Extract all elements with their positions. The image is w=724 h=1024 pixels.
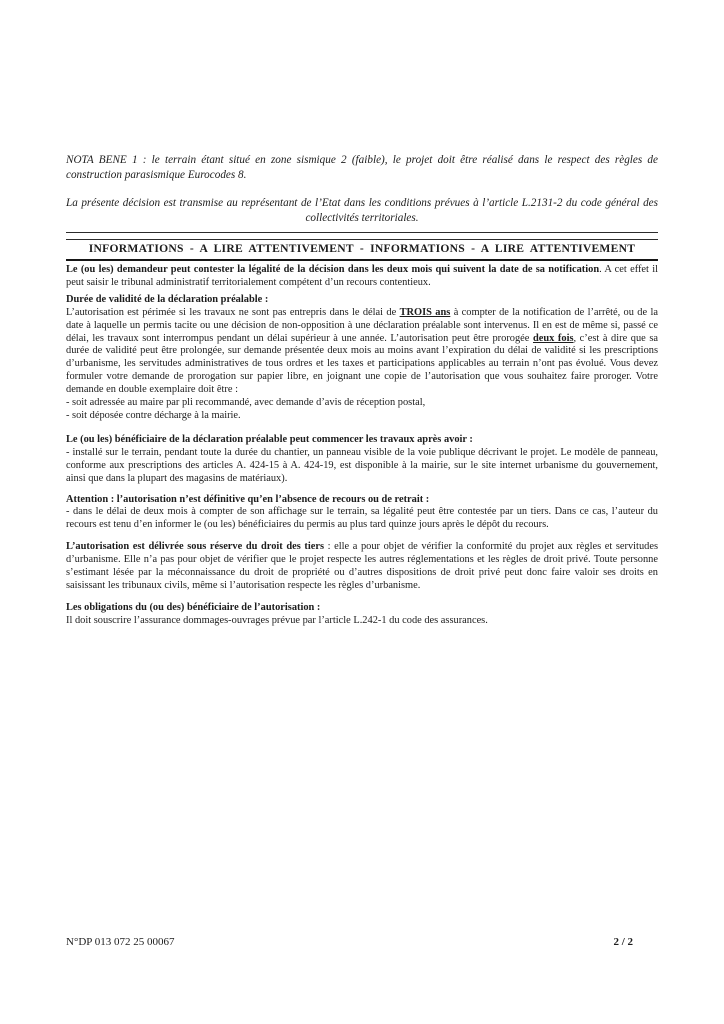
attention-heading: Attention : l’autorisation n’est définitive qu’en l’absence de recours ou de retrait : — [66, 493, 430, 505]
obligations-heading: Les obligations du (ou des) bénéficiaire de l’autorisation : — [66, 601, 321, 613]
section-obligations — [66, 602, 658, 628]
third-party-paragraph — [66, 541, 658, 593]
section-validity-duration — [66, 294, 658, 423]
validity-heading: Durée de validité de la déclaration préalable : — [66, 293, 269, 305]
beneficiary-heading: Le (ou les) bénéficiaire de la déclaration préalable peut commencer les travaux après avoir : — [66, 433, 473, 445]
nota-bene-note: NOTA BENE 1 : le terrain étant situé en zone sismique 2 (faible), le projet doit être réalisé dans le respect des règles de construction parasismique Eurocodes 8. — [66, 154, 658, 181]
contest-lead: Le (ou les) demandeur peut contester la légalité de la décision dans les deux mois qui suivent la date de sa notification — [66, 264, 600, 275]
informations-banner-text: INFORMATIONS - A LIRE ATTENTIVEMENT - INFORMATIONS - A LIRE ATTENTIVEMENT — [88, 242, 636, 255]
page-number: 2 / 2 — [613, 936, 633, 948]
validity-option-2: - soit déposée contre décharge à la mairie. — [66, 409, 241, 421]
third-party-rest: : elle a pour objet de vérifier la conformité du projet aux règles et servitudes d’urbanisme. Elle n’a pas pour objet de vérifier que le projet respecte les autres réglementations et les règles de droit privé. Toute personne s’estimant lésée par la méconnaissance du droit de propriété ou d’autres dispositions de droit privé peut donc faire valoir ses droits en saisissant les tribunaux civils, même si l’autorisation respecte les règles d’urbanisme. — [66, 541, 658, 591]
third-party-lead: L’autorisation est délivrée sous réserve du droit des tiers — [66, 541, 325, 553]
validity-option-1: - soit adressée au maire par pli recommandé, avec demande d’avis de réception postal, — [66, 397, 426, 409]
attention-body: - dans le délai de deux mois à compter de son affichage sur le terrain, sa légalité peut être contestée par un tiers. Dans ce cas, l’auteur du recours est tenu d’en informer le (ou les) bénéficiaires du permis au plus tard quinze jours après le dépôt du recours. — [66, 506, 658, 531]
validity-term-deux-fois: deux fois — [532, 332, 574, 344]
section-attention — [66, 494, 658, 533]
dossier-reference: N°DP 013 072 25 00067 — [66, 936, 175, 948]
top-rule — [66, 232, 658, 233]
validity-seg2: à compter de la notification de l’arrêté, ou de la date à laquelle un permis tacite ou une décision de non-opposition à une déclaration préalable sont intervenus. Il en est de même si, passé ce délai, les travaux sont interrompus pendant un délai supérieur à une année. L’autorisation peut être prorogée — [66, 306, 658, 344]
validity-term-trois-ans: TROIS ans — [399, 306, 451, 318]
contest-rest: . A cet effet il peut saisir le tribunal administratif territorialement compétent d’un recours contentieux. — [66, 264, 659, 288]
informations-banner — [66, 239, 658, 261]
contest-paragraph — [66, 264, 658, 290]
obligations-body: Il doit souscrire l’assurance dommages-ouvrages prévue par l’article L.242-1 du code des assurances. — [66, 614, 488, 626]
validity-seg3: , c’est à dire que sa durée de validité peut être prolongée, sur demande présentée deux mois au moins avant l’expiration du délai de validité si les prescriptions d’urbanisme, les servitudes administratives de tous ordres et les taxes et participations applicables au terrain n’ont pas évolué. Vous devez formuler votre demande de prorogation sur papier libre, en joignant une copie de l’autorisation que vous souhaitez faire proroger. Votre demande en double exemplaire doit être : — [66, 332, 658, 396]
section-beneficiary — [66, 434, 658, 486]
section-third-party-rights — [66, 541, 658, 593]
document-content — [66, 153, 658, 628]
validity-seg1: L’autorisation est périmée si les travaux ne sont pas entrepris dans le délai de — [66, 306, 400, 318]
page-footer — [66, 936, 658, 948]
beneficiary-body: - installé sur le terrain, pendant toute la durée du chantier, un panneau visible de la voie publique décrivant le projet. Le modèle de panneau, conforme aux prescriptions des articles A. 424-15 à A. 424-19, est disponible à la mairie, sur le site internet urbanisme du gouvernement, ainsi que dans la plupart des magasins de matériaux). — [66, 446, 658, 484]
validity-body — [66, 307, 658, 397]
transmission-note: La présente décision est transmise au représentant de l’Etat dans les conditions prévues à l’article L.2131-2 du code général des collectivités territoriales. — [66, 197, 658, 224]
